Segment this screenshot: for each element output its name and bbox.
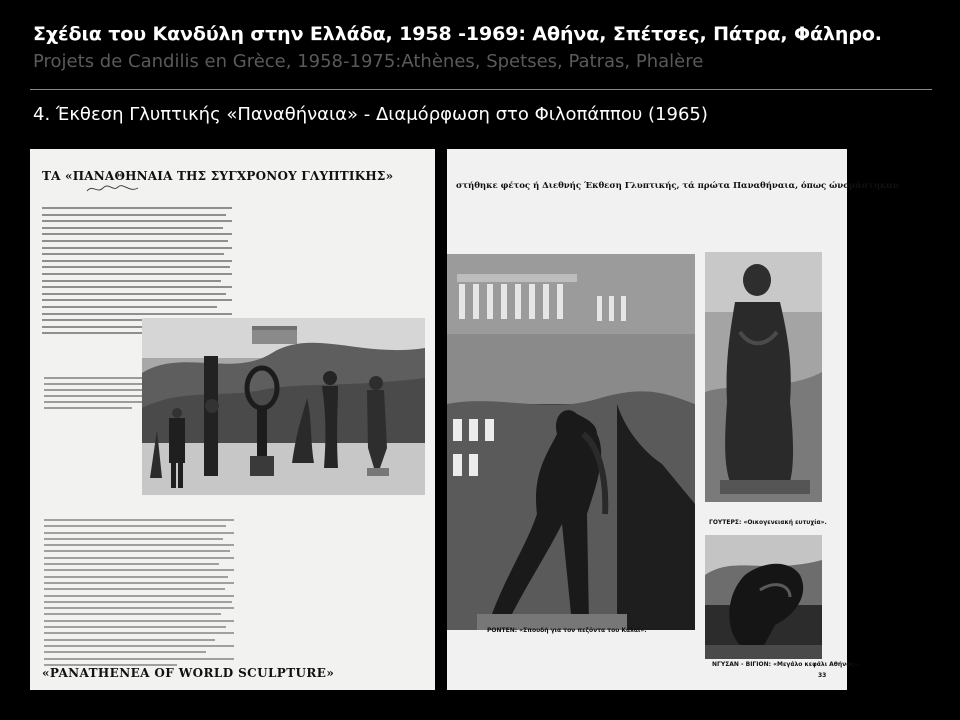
photo-caption-greek	[44, 377, 154, 449]
head-sculpture-photo	[705, 535, 822, 659]
signature-scribble	[85, 182, 140, 196]
sculpture-exhibition-photo	[142, 318, 425, 495]
caption-main-photo: ΡΟΝΤΕΝ: «Σπουδή για τον πεζόντα του Καλαί».	[487, 627, 647, 634]
caption-top-right: ΓΟΥΤΕΡΣ: «Οικογενειακή ευτυχία».	[709, 519, 827, 526]
left-page-english-text	[44, 519, 234, 674]
left-page-footer: «PANATHENEA OF WORLD SCULPTURE»	[42, 666, 335, 680]
acropolis-rodin-photo	[447, 254, 695, 630]
caption-bottom-right: ΝΓΥΣΑΝ - ΒΙΓΙΟΝ: «Μεγάλο κεφάλι Αθήνας».	[712, 661, 861, 668]
left-page-headline: ΤΑ «ΠΑΝΑΘΗΝΑΙΑ ΤΗΣ ΣΥΓΧΡΟΝΟΥ ΓΛΥΠΤΙΚΗΣ»	[42, 169, 394, 183]
slide-subtitle: Projets de Candilis en Grèce, 1958-1975:Athènes, Spetses, Patras, Phalère	[33, 51, 704, 72]
right-page-heading: στήθηκε φέτος ή Διεθνής Έκθεση Γλυπτικής, τά πρώτα Παναθήναια, όπως ώνομάστηκαν	[456, 181, 899, 191]
page-number: 33	[818, 672, 827, 679]
title-divider	[30, 89, 932, 90]
sculpture-family-photo	[705, 252, 822, 502]
scanned-page-right	[447, 149, 899, 690]
slide-title: Σχέδια του Κανδύλη στην Ελλάδα, 1958 -1969: Αθήνα, Σπέτσες, Πάτρα, Φάληρο.	[33, 23, 882, 45]
section-heading: 4. Έκθεση Γλυπτικής «Παναθήναια» - Διαμόρφωση στο Φιλοπάππου (1965)	[33, 104, 708, 125]
scanned-page-left	[30, 149, 435, 690]
